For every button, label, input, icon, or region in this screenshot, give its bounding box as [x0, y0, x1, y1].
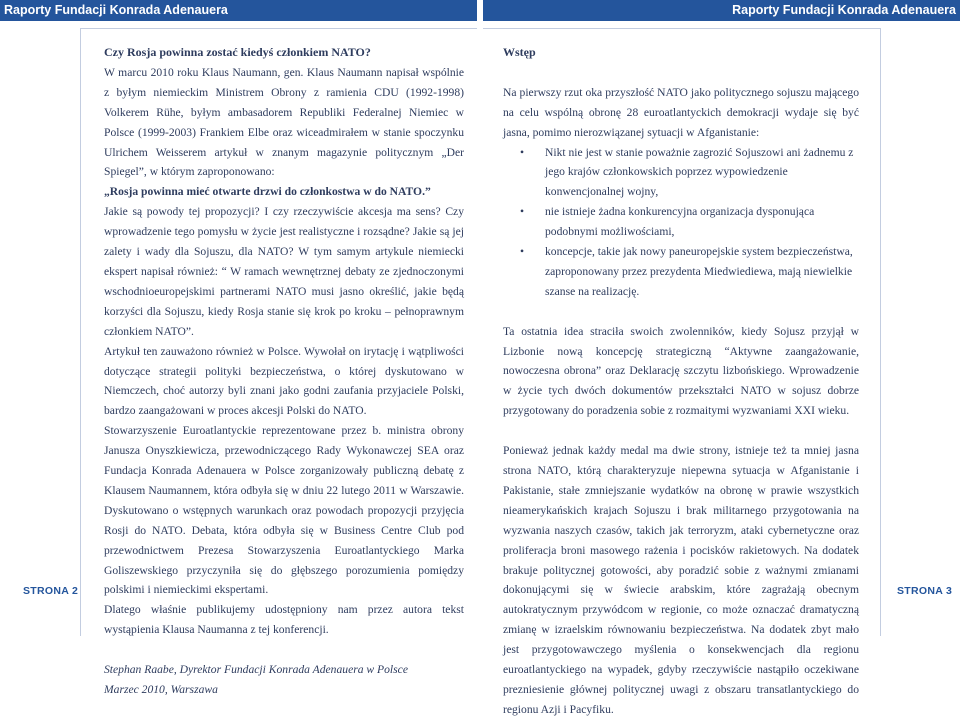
- right-spacer-3: [503, 421, 859, 441]
- left-paragraph-5: Dlatego właśnie publikujemy udostępniony nam przez autora tekst wystąpienia Klausa Naumanna z tej konferencji.: [104, 603, 464, 637]
- list-item: • nie istnieje żadna konkurencyjna organizacja dysponująca podobnymi możliwościami,: [545, 202, 859, 242]
- page-number-left: STRONA 2: [23, 585, 79, 597]
- list-item: • koncepcje, takie jak nowy paneuropejskie system bezpieczeństwa, zaproponowany przez prezydenta Miedwiediewa, mają niewielkie szanse na realizację.: [545, 242, 859, 302]
- right-page-top-rule: [483, 28, 880, 29]
- list-item: • Nikt nie jest w stanie poważnie zagrozić Sojuszowi ani żadnemu z jego krajów członkowskich poprzez wypowiedzenie konwencjonalnej wojny,: [545, 143, 859, 203]
- bullet-list: [503, 143, 859, 302]
- right-page-frame-line: [880, 28, 881, 636]
- left-paragraph-4: Stowarzyszenie Euroatlantyckie reprezentowane przez b. ministra obrony Janusza Onyszkiewicza, przewodniczącego Rady Wykonawczej SEA oraz Fundacja Konrada Adenauera w Polsce zorganizowały publiczną debatę z Klausem Naumannem, która odbyła się w dniu 22 lutego 2011 w Warszawie. Dyskutowano o wstępnych warunkach oraz powodach propozycji przyjęcia Rosji do NATO. Debata, która odbyła się w Business Centre Club pod przewodnictwem Prezesa Stowarzyszenia Euroatlantyckiego Marka Goliszewskiego przyczyniła się do głębszego porozumienia pomiędzy polskimi i niemieckimi ekspertami.: [104, 424, 464, 597]
- right-paragraph-2: Ta ostatnia idea straciła swoich zwolenników, kiedy Sojusz przyjął w Lizbonie nową koncepcję strategiczną “Aktywne zaangażowanie, nowoczesna obrona” oraz Deklarację szczytu lizbońskiego. Wprowadzenie w życie tych dwóch dokumentów przekształci NATO w sojusz dobrze przygotowany do poradzenia sobie z rozmaitymi wyzwaniami XXI wieku.: [503, 324, 859, 418]
- left-paragraph-2: Jakie są powody tej propozycji? I czy rzeczywiście akcesja ma sens? Czy wprowadzenie tego pomysłu w życie jest realistyczne i rozsądne? Jakie są jej zalety i wady dla Sojuszu, dla NATO? W tym samym artykule niemiecki ekspert napisał również: “ W ramach wewnętrznej debaty ze zjednoczonymi wschodnioeuropejskimi partnerami NATO musi jasno określić, jakie będą korzyści dla Sojuszu, kiedy Rosja stanie się krok po kroku – pełnoprawnym członkiem NATO”.: [104, 205, 464, 338]
- right-page-heading: Wstęp: [503, 45, 536, 59]
- header-title-left: Raporty Fundacji Konrada Adenauera: [0, 0, 477, 21]
- right-paragraph-1: Na pierwszy rzut oka przyszłość NATO jako politycznego sojuszu mającego na celu wspólną obronę 28 euroatlantyckich demokracji wydaje się być jasna, pomimo nierozwiązanej sytuacji w Afganistanie:: [503, 85, 859, 139]
- left-quote: „Rosja powinna mieć otwarte drzwi do członkostwa w do NATO.”: [104, 185, 431, 199]
- right-spacer-2: [503, 302, 859, 322]
- left-paragraph-3: Artykuł ten zauważono również w Polsce. Wywołał on irytację i wątpliwości dotyczące strategii polityki bezpieczeństwa, o której dyskutowano w Niemczech, choć autorzy byli znani jako godni zaufania przyjaciele Polski, bardzo zaangażowani w proces akcesji Polski do NATO.: [104, 344, 464, 418]
- header-title-right: Raporty Fundacji Konrada Adenauera: [483, 0, 960, 21]
- left-page-heading: Czy Rosja powinna zostać kiedyś członkiem NATO?: [104, 45, 371, 59]
- left-paragraph-1: W marcu 2010 roku Klaus Naumann, gen. Klaus Naumann napisał wspólnie z byłym niemieckim Ministrem Obrony z ramienia CDU (1992-1998) Volkerem Rühe, byłym ambasadorem Republiki Federalnej Niemiec w Polsce (1999-2003) Frankiem Elbe oraz wiceadmirałem w stanie spoczynku Ulrichem Weisserem artykuł w znanym magazynie politycznym „Der Spiegel”, w którym zaproponowano:: [104, 65, 464, 179]
- left-page-column: [104, 43, 464, 700]
- left-spacer: [104, 640, 464, 660]
- page-number-right: STRONA 3: [897, 585, 953, 597]
- signature: Stephan Raabe, Dyrektor Fundacji Konrada Adenauera w Polsce: [104, 663, 408, 677]
- left-page-frame-line: [80, 28, 81, 636]
- right-spacer-1: [503, 63, 859, 83]
- left-page-top-rule: [80, 28, 477, 29]
- right-paragraph-3: Ponieważ jednak każdy medal ma dwie strony, istnieje też ta mniej jasna strona NATO, którą charakteryzuje niepewna sytuacja w Afganistanie i Pakistanie, stałe zmniejszanie wydatków na obronę w prawie wszystkich nieamerykańskich krajach Sojuszu i brak militarnego przygotowania na wyzwania naszych czasów, takich jak terroryzm, ataki cybernetyczne oraz proliferacja broni masowego rażenia i pocisków rakietowych. Na dodatek brakuje politycznej gotowości, aby poradzić sobie z ważnymi zmianami dokonującymi się w świecie arabskim, które zagrażają obecnym autokratycznym przywódcom w regionie, co może oznaczać dramatyczną zmianę w izraelskim równowaniu bezpieczeństwa. Na dodatek zbyt mało jest przygotowawczego myślenia o konsekwencjach dla regionu euroatlantyckiego na wypadek, gdyby rzeczywiście nastąpiło oczekiwane prezniesienie głównej politycznej uwagi z obszaru transatlantyckiego do regionu Azji i Pacyfiku.: [503, 444, 859, 716]
- right-page-column: [503, 43, 859, 720]
- signature-date: Marzec 2010, Warszawa: [104, 682, 218, 696]
